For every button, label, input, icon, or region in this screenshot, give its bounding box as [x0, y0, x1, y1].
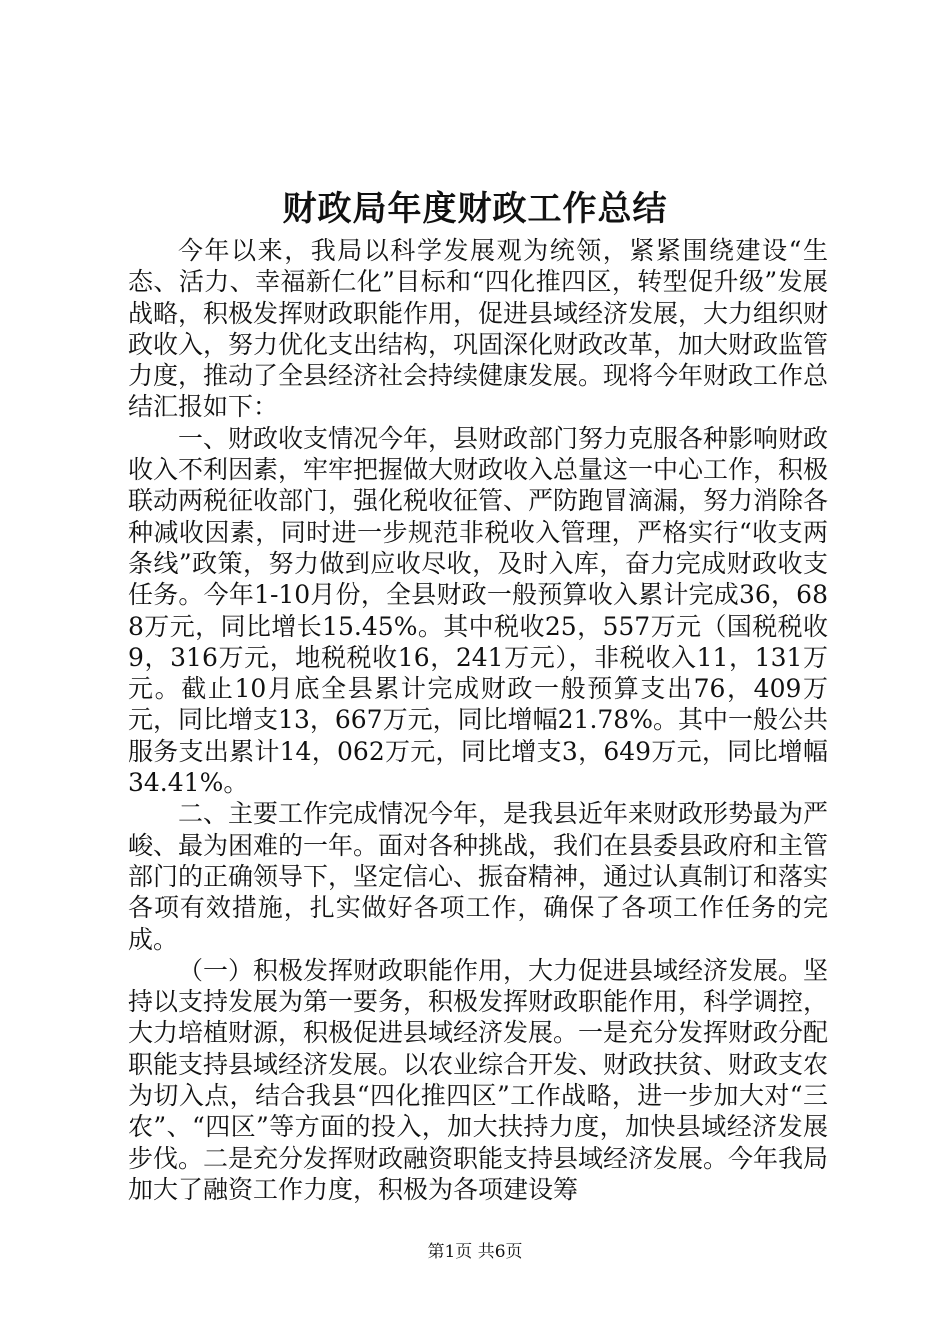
paragraph-main-work: 二、主要工作完成情况今年，是我县近年来财政形势最为严峻、最为困难的一年。面对各种挑战，我们在县委县政府和主管部门的正确领导下，坚定信心、振奋精神，通过认真制订和落实各项有效措施，扎实做好各项工作，确保了各项工作任务的完成。: [128, 799, 829, 954]
page-number-footer: 第1页 共6页: [427, 1242, 523, 1262]
paragraph-revenue-expenditure: 一、财政收支情况今年，县财政部门努力克服各种影响财政收入不利因素，牢牢把握做大财政收入总量这一中心工作，积极联动两税征收部门，强化税收征管、严防跑冒滴漏，努力消除各种减收因素，同时进一步规范非税收入管理，严格实行“收支两条线”政策，努力做到应收尽收，及时入库，奋力完成财政收支任务。今年1-10月份，全县财政一般预算收入累计完成36，688万元，同比增长15.45%。其中税收25，557万元（国税税收9，316万元，地税税收16，241万元），非税收入11，131万元。截止10月底全县累计完成财政一般预算支出76，409万元，同比增支13，667万元，同比增幅21.78%。其中一般公共服务支出累计14，062万元，同比增支3，649万元，同比增幅34.41%。: [128, 423, 829, 798]
document-title: 财政局年度财政工作总结: [282, 189, 668, 229]
paragraph-fiscal-function: （一）积极发挥财政职能作用，大力促进县域经济发展。坚持以支持发展为第一要务，积极发挥财政职能作用，科学调控，大力培植财源，积极促进县域经济发展。一是充分发挥财政分配职能支持县域经济发展。以农业综合开发、财政扶贫、财政支农为切入点，结合我县“四化推四区”工作战略，进一步加大对“三农”、“四区”等方面的投入，加大扶持力度，加快县域经济发展步伐。二是充分发挥财政融资职能支持县域经济发展。今年我局加大了融资工作力度，积极为各项建设筹: [128, 955, 829, 1204]
paragraph-intro: 今年以来，我局以科学发展观为统领，紧紧围绕建设“生态、活力、幸福新仁化”目标和“四化推四区，转型促升级”发展战略，积极发挥财政职能作用，促进县域经济发展，大力组织财政收入，努力优化支出结构，巩固深化财政改革，加大财政监管力度，推动了全县经济社会持续健康发展。现将今年财政工作总结汇报如下：: [128, 236, 829, 422]
document-body: [128, 235, 828, 1205]
